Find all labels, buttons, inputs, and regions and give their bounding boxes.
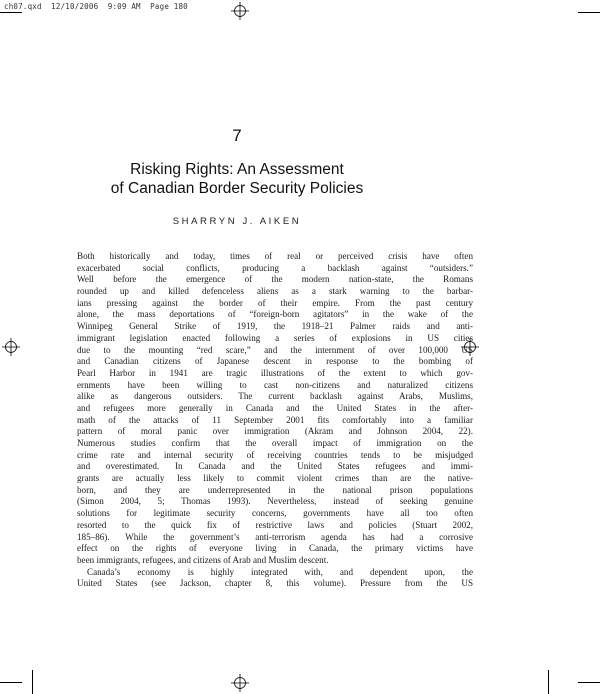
text-line: Canada’s economy is highly integrated with, and dependent upon, the [87,566,473,577]
body-text [77,251,473,590]
text-line: 185–86). While the government’s anti-terrorism agenda has had a corrosive [77,531,473,542]
author-name: SHARRYN J. AIKEN [172,216,302,227]
crop-mark-bottom-left-v [32,670,33,694]
text-line: pattern of moral panic over immigration (Akram and Johnson 2004, 22). [77,426,473,437]
text-line: exacerbated social conflicts, producing a backlash against “outsiders.” [77,262,473,273]
text-line: Winnipeg General Strike of 1919, the 1918–21 Palmer raids and anti- [77,321,473,332]
text-line: resorted to the quick fix of restrictive laws and policies (Stuart 2002, [77,519,473,530]
text-line: alike as dangerous outsiders. The current backlash against Arabs, Muslims, [77,391,473,402]
text-line: effect on the rights of everyone living in Canada, the primary victims have [77,543,473,554]
chapter-title-line: Risking Rights: An Assessment [130,161,344,178]
registration-mark-bottom [231,674,249,692]
text-line: Well before the emergence of the modern nation-state, the Romans [77,274,473,285]
text-line: ernments have been willing to cast non-citizens and naturalized citizens [77,379,473,390]
text-line: Both historically and today, times of real or perceived crisis have often [77,251,473,261]
paragraph [77,251,473,567]
text-line: crime rate and internal security of receiving countries tends to be misjudged [77,449,473,460]
crop-mark-top-right-h [578,12,600,13]
paragraph [77,567,473,590]
registration-mark-left [2,338,20,356]
text-line: (Simon 2004, 5; Thomas 1993). Nevertheless, instead of seeking genuine [77,496,473,507]
text-line: due to the mounting “red scare,” and the internment of over 100,000 US [77,344,473,355]
text-line: and overestimated. In Canada and the United States refugees and immi- [77,461,473,472]
text-line: grants are actually less likely to commit violent crimes than are the native- [77,473,473,484]
registration-mark-top [231,2,249,20]
text-line: and refugees more generally in Canada and the United States in the after- [77,402,473,413]
crop-mark-bottom-left-h [0,682,22,683]
crop-mark-top-left-h [0,12,22,13]
text-line: Numerous studies confirm that the overall impact of immigration on the [77,438,473,448]
text-line: solutions for legitimate security concerns, governments have all too often [77,508,473,519]
text-line: United States (see Jackson, chapter 8, this volume). Pressure from the US [77,578,473,589]
crop-mark-bottom-right-h [578,682,600,683]
text-line: alone, the mass deportations of “foreign-born agitators” in the wake of the [77,309,473,320]
text-line: ians pressing against the border of their empire. From the past century [77,297,473,308]
chapter-title [0,160,474,198]
text-line: math of the attacks of 11 September 2001 fits comfortably into a familiar [77,414,473,425]
print-slug: ch07.qxd 12/10/2006 9:09 AM Page 180 [4,2,188,11]
text-line: and Canadian citizens of Japanese descent in response to the bombing of [77,356,473,367]
crop-mark-bottom-right-v [548,670,549,694]
text-line: rounded up and killed defenceless aliens as a stark warning to the barbar- [77,286,473,297]
text-line: born, and they are underrepresented in the national prison populations [77,484,473,495]
chapter-number: 7 [232,126,242,145]
text-line: immigrant legislation enacted following a series of explosions in US cities [77,332,473,343]
text-line: been immigrants, refugees, and citizens of Arab and Muslim descent. [77,554,329,565]
chapter-title-line: of Canadian Border Security Policies [110,180,364,197]
text-line: Pearl Harbor in 1941 are tragic illustrations of the extent to which gov- [77,367,473,378]
